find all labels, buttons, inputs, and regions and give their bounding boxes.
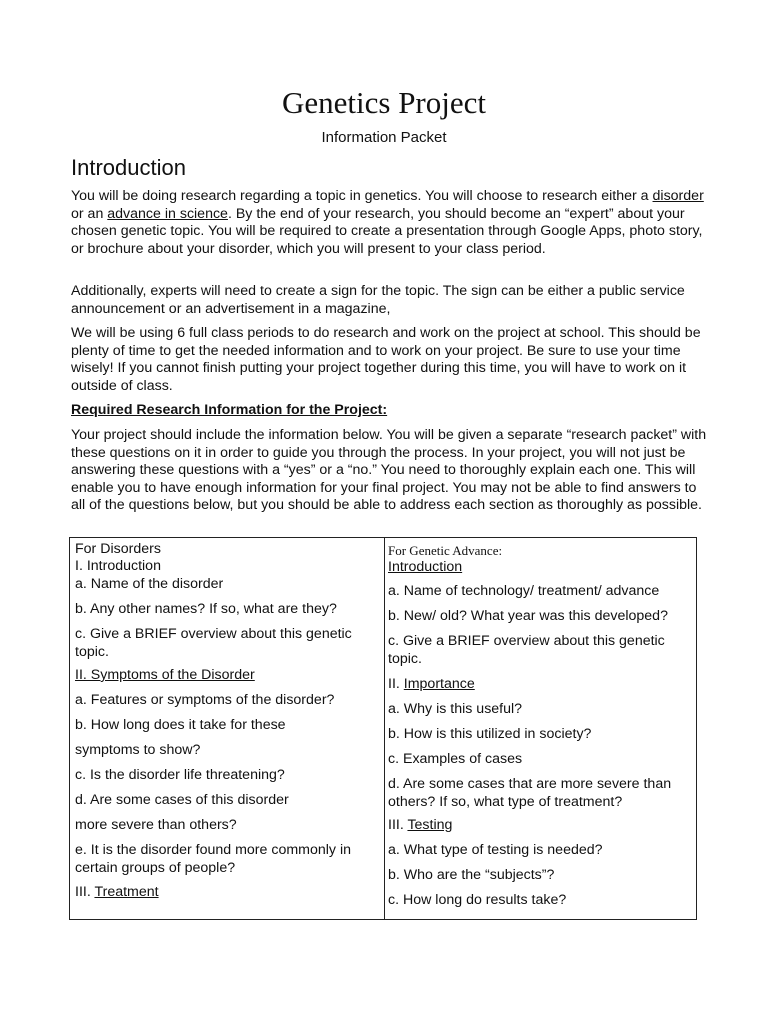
intro-paragraph-1 xyxy=(71,188,707,258)
table-divider xyxy=(384,538,385,919)
advance-item: b. New/ old? What year was this developed? xyxy=(388,608,668,624)
page-title: Genetics Project xyxy=(281,85,486,120)
advance-item: b. How is this utilized in society? xyxy=(388,726,592,742)
disorders-item: d. Are some cases of this disorder xyxy=(75,792,289,808)
disorders-item: symptoms to show? xyxy=(75,742,201,758)
section-number: II. xyxy=(388,676,404,692)
section-number: III. xyxy=(75,884,95,900)
intro-text-1c: . By the end of your research, you should become an “expert” about your chosen genetic topic. You will be required to create a presentation through Google Apps, photo story, or brochure about your disorder, which you will present to your class period. xyxy=(71,205,703,257)
advance-section-introduction: Introduction xyxy=(388,559,463,575)
required-paragraph: Your project should include the information below. You will be given a separate “research packet” with these questions on it in order to guide you through the process. In your project, you will not just be answering these questions with a “yes” or a “no.” You need to thoroughly explain each one. This will enable you to have enough information for your final project. You may not be able to find answers to all of the questions below, but you should be able to address each section as thoroughly as possible. xyxy=(71,427,707,514)
advance-item: c. Give a BRIEF overview about this genetic topic. xyxy=(388,633,665,667)
page-subtitle: Information Packet xyxy=(321,129,447,146)
section-number: III. xyxy=(388,817,408,833)
intro-text-1b: or an xyxy=(71,205,108,222)
disorders-item: more severe than others? xyxy=(75,817,237,833)
intro-text-1a: You will be doing research regarding a topic in genetics. You will choose to research either a xyxy=(71,188,653,204)
disorders-section-symptoms: II. Symptoms of the Disorder xyxy=(75,667,255,683)
disorders-heading: For Disorders xyxy=(75,541,161,557)
advance-item: c. Examples of cases xyxy=(388,751,523,767)
advance-heading: For Genetic Advance: xyxy=(388,543,503,558)
advance-section-importance xyxy=(388,676,694,694)
advance-item: b. Who are the “subjects”? xyxy=(388,867,555,883)
disorders-item: b. Any other names? If so, what are they? xyxy=(75,601,337,617)
questions-table xyxy=(69,537,697,920)
disorders-section-introduction: I. Introduction xyxy=(75,558,161,574)
disorders-item: b. How long does it take for these xyxy=(75,717,286,733)
disorders-item: a. Features or symptoms of the disorder? xyxy=(75,692,335,708)
advance-item: d. Are some cases that are more severe than others? If so, what type of treatment? xyxy=(388,776,672,810)
advance-item: a. What type of testing is needed? xyxy=(388,842,603,858)
disorders-item: e. It is the disorder found more commonly in certain groups of people? xyxy=(75,842,351,876)
disorder-term: disorder xyxy=(652,188,704,204)
disorders-item: c. Give a BRIEF overview about this genetic topic. xyxy=(75,626,352,660)
advance-item: c. How long do results take? xyxy=(388,892,567,908)
required-heading: Required Research Information for the Project: xyxy=(71,402,388,418)
disorders-item: a. Name of the disorder xyxy=(75,576,224,592)
disorders-section-treatment xyxy=(75,884,378,902)
section-label: Treatment xyxy=(94,884,159,900)
advance-section-testing xyxy=(388,817,694,835)
intro-paragraph-2: Additionally, experts will need to create a sign for the topic. The sign can be either a public service announcement or an advertisement in a magazine, xyxy=(71,283,685,317)
section-label: Importance xyxy=(403,676,475,692)
advance-item: a. Name of technology/ treatment/ advance xyxy=(388,583,660,599)
intro-paragraph-3: We will be using 6 full class periods to do research and work on the project at school. This should be plenty of time to get the needed information and to work on your project. Be sure to use your time wisely! If you cannot finish putting your project together during this time, you will have to work on it outside of class. xyxy=(71,325,701,394)
section-label: Testing xyxy=(407,817,453,833)
section-heading-introduction: Introduction xyxy=(71,155,186,180)
advance-item: a. Why is this useful? xyxy=(388,701,523,717)
disorders-item: c. Is the disorder life threatening? xyxy=(75,767,285,783)
advance-term: advance in science xyxy=(107,205,228,222)
